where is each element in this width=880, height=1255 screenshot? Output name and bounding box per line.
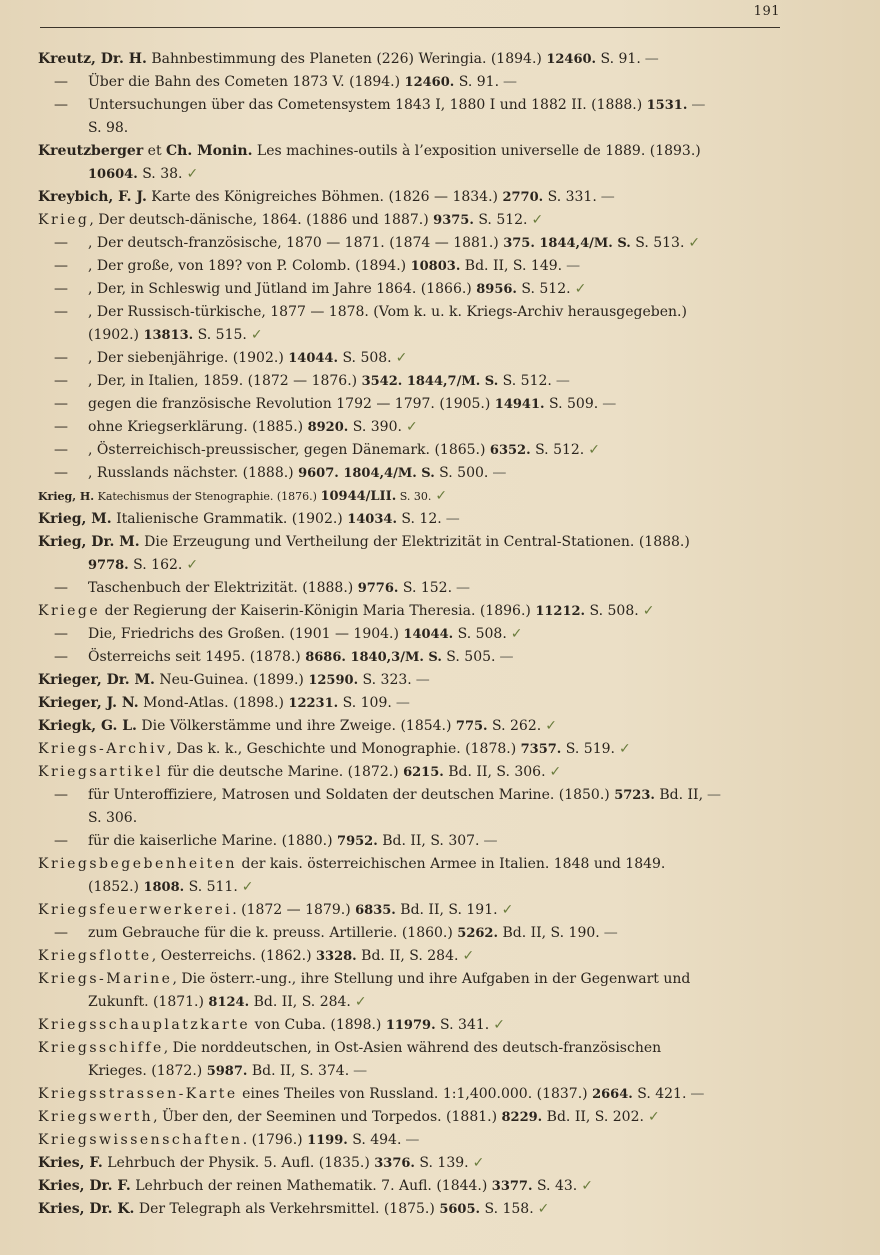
entry-text: Der Telegraph als Verkehrsmittel. (1875.) (134, 1201, 440, 1217)
entry-page-ref: S. 494. (347, 1132, 402, 1148)
dash-mark: — (503, 74, 518, 90)
entry-heading: Krieger, J. N. (38, 695, 139, 711)
dash-mark: — (566, 258, 581, 274)
catalog-subentry (38, 71, 788, 94)
entry-heading: Kreutzberger (38, 143, 144, 159)
entry-text: . (1796.) (242, 1132, 308, 1148)
entry-text: Lehrbuch der reinen Mathematik. 7. Aufl. (1844.) (130, 1178, 492, 1194)
entry-text: , Der große, von 189? von P. Colomb. (1894.) (88, 258, 411, 274)
entry-page-ref: S. 43. (532, 1178, 578, 1194)
entry-text: für die deutsche Marine. (1872.) (162, 764, 404, 780)
entry-heading: Kreutz, Dr. H. (38, 51, 147, 67)
entry-heading: Kries, Dr. K. (38, 1201, 135, 1217)
entry-page-ref: S. 512. (498, 373, 552, 389)
dash-mark: — (483, 833, 498, 849)
catalog-subentry (38, 94, 788, 140)
check-mark-icon: ✓ (618, 741, 631, 757)
catalog-entry (38, 669, 788, 692)
entry-shelfmark: 14044. (288, 351, 339, 366)
entry-text: Les machines-outils à l’exposition universelle de 1889. (1893.) (252, 143, 701, 159)
entry-heading: Kriegswerth (38, 1109, 154, 1125)
check-mark-icon: ✓ (531, 212, 544, 228)
entry-text: für die kaiserliche Marine. (1880.) (88, 833, 338, 849)
check-mark-icon: ✓ (549, 764, 562, 780)
entry-text: , Russlands nächster. (1888.) (88, 465, 299, 481)
catalog-subentry (38, 370, 788, 393)
entry-heading: Kriegswissenschaften (38, 1132, 243, 1148)
entry-text: , Der, in Schleswig und Jütland im Jahre 1864. (1866.) (88, 281, 477, 297)
entry-text: ohne Kriegserklärung. (1885.) (88, 419, 308, 435)
dash-mark: — (395, 695, 410, 711)
catalog-entry (38, 485, 788, 508)
entry-continuation (38, 1060, 788, 1083)
entry-page-ref: S. 331. (543, 189, 597, 205)
entry-shelfmark: 7952. (337, 834, 378, 849)
catalog-entry (38, 209, 788, 232)
entry-text: Karte des Königreiches Böhmen. (1826 — 1834.) (146, 189, 503, 205)
entry-heading: Kriegs-Marine (38, 971, 173, 987)
entry-heading: Kriegk, G. L. (38, 718, 137, 734)
entry-text: Die, Friedrichs des Großen. (1901 — 1904.) (88, 626, 404, 642)
catalog-entry (38, 140, 788, 186)
entry-page-ref: Bd. II, S. 284. (356, 948, 459, 964)
entry-page-ref: Bd. II, S. 307. (377, 833, 480, 849)
check-mark-icon: ✓ (250, 327, 263, 343)
entry-heading: Kreybich, F. J. (38, 189, 147, 205)
entry-shelfmark: 9607. 1804,4/M. S. (298, 466, 435, 481)
catalog-entry (38, 1152, 788, 1175)
entry-text: gegen die französische Revolution 1792 — 1797. (1905.) (88, 396, 495, 412)
entry-page-ref: S. 390. (348, 419, 402, 435)
entry-text: Über die Bahn des Cometen 1873 V. (1894.) (88, 74, 405, 90)
entry-text: , Das k. k., Geschichte und Monographie. (1878.) (167, 741, 521, 757)
entry-text: , Der deutsch-dänische, 1864. (1886 und 1887.) (89, 212, 434, 228)
check-mark-icon: ✓ (462, 948, 475, 964)
entry-heading: Kriegs-Archiv (38, 741, 168, 757)
entry-text: der kais. österreichischen Armee in Italien. 1848 und 1849. (237, 856, 666, 872)
entry-page-ref: S. 341. (435, 1017, 490, 1033)
check-mark-icon: ✓ (395, 350, 408, 366)
entry-shelfmark: 1531. (646, 98, 688, 113)
entry-page-ref: S. 512. (473, 212, 528, 228)
entry-heading: Krieg, H. (38, 490, 95, 503)
entry-shelfmark: 5723. (614, 788, 655, 803)
check-mark-icon: ✓ (642, 603, 655, 619)
entry-shelfmark: 1199. (307, 1133, 348, 1148)
catalog-entry (38, 692, 788, 715)
dash-mark: — (691, 97, 706, 113)
entry-page-ref: S. 158. (480, 1201, 534, 1217)
catalog-entry (38, 1083, 788, 1106)
entry-page-ref: S. 513. (630, 235, 685, 251)
entry-heading: Kriegsstrassen-Karte (38, 1086, 238, 1102)
entry-page-ref: Bd. II, S. 202. (542, 1109, 644, 1125)
catalog-entries (38, 48, 788, 1221)
entry-shelfmark: 14034. (347, 512, 397, 527)
check-mark-icon: ✓ (354, 994, 367, 1010)
catalog-entry (38, 186, 788, 209)
dash-mark: — (445, 511, 460, 527)
catalog-subentry (38, 922, 788, 945)
entry-page-ref: S. 421. (632, 1086, 687, 1102)
catalog-entry (38, 508, 788, 531)
entry-shelfmark: 8686. 1840,3/M. S. (305, 650, 442, 665)
entry-text: Taschenbuch der Elektrizität. (1888.) (88, 580, 358, 596)
entry-text: Neu-Guinea. (1899.) (154, 672, 309, 688)
dash-mark: — (555, 373, 570, 389)
entry-page-ref: S. 508. (338, 350, 392, 366)
entry-shelfmark: 6352. (489, 443, 531, 458)
entry-page-ref: S. 512. (516, 281, 571, 297)
entry-heading: Ch. Monin. (166, 143, 253, 159)
entry-shelfmark: 11212. (535, 604, 586, 619)
entry-page-ref: Bd. II, S. 190. (498, 925, 600, 941)
entry-text: für Unteroffiziere, Matrosen und Soldaten der deutschen Marine. (1850.) (88, 787, 615, 803)
entry-text: (1852.) (88, 879, 144, 895)
catalog-subentry (38, 462, 788, 485)
catalog-subentry (38, 830, 788, 853)
catalog-subentry (38, 646, 788, 669)
entry-heading: Krieger, Dr. M. (38, 672, 155, 688)
catalog-subentry (38, 577, 788, 600)
entry-page-ref: S. 30. (396, 490, 432, 503)
entry-text: , Oesterreichs. (1862.) (151, 948, 316, 964)
check-mark-icon: ✓ (545, 718, 557, 734)
entry-shelfmark: 775. (455, 719, 488, 734)
entry-shelfmark: 375. 1844,4/M. S. (503, 236, 631, 251)
entry-heading: Krieg, Dr. M. (38, 534, 140, 550)
entry-text: Die Völkerstämme und ihre Zweige. (1854.) (136, 718, 456, 734)
dash-mark: — (499, 649, 514, 665)
dash-mark: — (353, 1063, 368, 1079)
catalog-entry (38, 853, 788, 899)
entry-page-ref: S. 515. (193, 327, 247, 343)
entry-shelfmark: 10803. (410, 259, 461, 274)
entry-shelfmark: 12460. (404, 75, 455, 90)
check-mark-icon: ✓ (588, 442, 600, 458)
entry-page-ref: Bd. II, (654, 787, 704, 803)
entry-heading: Kriegsbegebenheiten (38, 856, 238, 872)
entry-shelfmark: 9778. (88, 558, 129, 573)
entry-page-ref: S. 12. (396, 511, 442, 527)
entry-shelfmark: 8124. (208, 995, 250, 1010)
entry-shelfmark: 8229. (501, 1110, 543, 1125)
check-mark-icon: ✓ (405, 419, 418, 435)
entry-shelfmark: 3377. (491, 1179, 533, 1194)
entry-text: Untersuchungen über das Cometensystem 1843 I, 1880 I und 1882 II. (1888.) (88, 97, 647, 113)
entry-page-ref: S. 152. (398, 580, 453, 596)
entry-text: et (143, 143, 167, 159)
check-mark-icon: ✓ (688, 235, 701, 251)
catalog-entry (38, 531, 788, 577)
entry-shelfmark: 5262. (457, 926, 498, 941)
dash-mark: — (707, 787, 722, 803)
entry-shelfmark: 6835. (355, 903, 396, 918)
catalog-subentry (38, 784, 788, 830)
catalog-subentry (38, 278, 788, 301)
catalog-subentry (38, 347, 788, 370)
catalog-entry (38, 1129, 788, 1152)
entry-shelfmark: 14941. (494, 397, 545, 412)
entry-shelfmark: 8956. (476, 282, 517, 297)
header-rule (40, 27, 780, 28)
entry-shelfmark: 3328. (316, 949, 357, 964)
entry-page-ref: S. 508. (453, 626, 507, 642)
entry-page-ref: S. 109. (338, 695, 392, 711)
entry-page-ref: Bd. II, S. 149. (460, 258, 563, 274)
catalog-entry (38, 1037, 788, 1083)
entry-text: , Die österr.-ung., ihre Stellung und ihre Aufgaben in der Gegenwart und (172, 971, 691, 987)
catalog-subentry (38, 623, 788, 646)
entry-shelfmark: 2770. (502, 190, 544, 205)
entry-page-ref: S. 91. (596, 51, 641, 67)
entry-text: Bahnbestimmung des Planeten (226) Weringia. (1894.) (146, 51, 547, 67)
catalog-entry (38, 761, 788, 784)
catalog-subentry (38, 301, 788, 347)
entry-page-ref: S. 509. (544, 396, 599, 412)
entry-heading: Kriegsschiffe (38, 1040, 164, 1056)
entry-shelfmark: 3542. 1844,7/M. S. (361, 374, 499, 389)
entry-text: Österreichs seit 1495. (1878.) (88, 649, 306, 665)
entry-page-ref: S. 500. (434, 465, 489, 481)
entry-text: , Über den, der Seeminen und Torpedos. (1881.) (153, 1109, 502, 1125)
entry-shelfmark: 5987. (206, 1064, 248, 1079)
entry-shelfmark: 3376. (374, 1156, 415, 1171)
entry-continuation (38, 876, 788, 899)
entry-continuation (38, 163, 788, 186)
dash-mark: — (600, 189, 615, 205)
entry-text: Italienische Grammatik. (1902.) (111, 511, 348, 527)
entry-page-ref: S. 91. (454, 74, 500, 90)
entry-shelfmark: 11979. (385, 1018, 436, 1033)
catalog-entry (38, 1106, 788, 1129)
check-mark-icon: ✓ (581, 1178, 593, 1194)
entry-shelfmark: 12460. (546, 52, 597, 67)
entry-page-ref: Bd. II, S. 284. (249, 994, 351, 1010)
catalog-entry (38, 899, 788, 922)
catalog-subentry (38, 255, 788, 278)
entry-page-ref: Bd. II, S. 374. (247, 1063, 350, 1079)
check-mark-icon: ✓ (574, 281, 587, 297)
entry-page-ref: S. 511. (184, 879, 238, 895)
entry-page-ref: S. 519. (561, 741, 615, 757)
entry-shelfmark: 1808. (143, 880, 185, 895)
entry-heading: Krieg, M. (38, 511, 112, 527)
entry-page-ref: S. 262. (487, 718, 542, 734)
catalog-entry (38, 738, 788, 761)
dash-mark: — (644, 51, 659, 67)
entry-text: eines Theiles von Russland. 1:1,400.000. (1837.) (237, 1086, 593, 1102)
dash-mark: — (415, 672, 430, 688)
entry-heading: Kriege (38, 603, 101, 619)
entry-heading: Kriegsflotte (38, 948, 152, 964)
entry-text: , Der deutsch-französische, 1870 — 1871. (1874 — 1881.) (88, 235, 504, 251)
entry-page-ref: S. 323. (358, 672, 412, 688)
entry-text: zum Gebrauche für die k. preuss. Artillerie. (1860.) (88, 925, 458, 941)
check-mark-icon: ✓ (186, 557, 199, 573)
entry-page-ref: S. 512. (530, 442, 585, 458)
catalog-entry (38, 1175, 788, 1198)
entry-page-ref: Bd. II, S. 191. (395, 902, 498, 918)
entry-text: , Österreichisch-preussischer, gegen Dänemark. (1865.) (88, 442, 490, 458)
entry-shelfmark: 9375. (433, 213, 474, 228)
entry-page-ref: S. 38. (137, 166, 183, 182)
entry-text: Zukunft. (1871.) (88, 994, 209, 1010)
catalog-subentry (38, 416, 788, 439)
entry-heading: Kriegsartikel (38, 764, 163, 780)
entry-page-ref: S. 139. (414, 1155, 469, 1171)
check-mark-icon: ✓ (647, 1109, 660, 1125)
check-mark-icon: ✓ (472, 1155, 485, 1171)
catalog-entry (38, 968, 788, 1014)
entry-shelfmark: 2664. (592, 1087, 633, 1102)
entry-page-ref: S. 508. (585, 603, 639, 619)
entry-heading: Krieg (38, 212, 90, 228)
catalog-subentry (38, 393, 788, 416)
entry-heading: Kries, F. (38, 1155, 103, 1171)
entry-shelfmark: 9776. (357, 581, 399, 596)
entry-shelfmark: 10944/LII. (320, 489, 397, 504)
entry-shelfmark: 13813. (143, 328, 194, 343)
check-mark-icon: ✓ (186, 166, 199, 182)
catalog-subentry (38, 232, 788, 255)
entry-text: der Regierung der Kaiserin-Königin Maria Theresia. (1896.) (100, 603, 536, 619)
dash-mark: — (405, 1132, 420, 1148)
entry-shelfmark: 12590. (308, 673, 359, 688)
check-mark-icon: ✓ (501, 902, 514, 918)
entry-text: (1902.) (88, 327, 144, 343)
entry-shelfmark: 8920. (307, 420, 349, 435)
entry-heading: Kries, Dr. F. (38, 1178, 131, 1194)
dash-mark: — (603, 925, 618, 941)
catalog-subentry (38, 439, 788, 462)
entry-page-ref: S. 306. (88, 810, 138, 826)
entry-text: . (1872 — 1879.) (232, 902, 356, 918)
entry-text: , Der Russisch-türkische, 1877 — 1878. (Vom k. u. k. Kriegs-Archiv herausgegeben.) (88, 304, 687, 320)
entry-continuation (88, 324, 788, 347)
entry-shelfmark: 10604. (88, 167, 138, 182)
entry-text: , Der siebenjährige. (1902.) (88, 350, 289, 366)
entry-text: , Die norddeutschen, in Ost-Asien während des deutsch-französischen (163, 1040, 662, 1056)
entry-shelfmark: 5605. (439, 1202, 481, 1217)
entry-shelfmark: 7357. (520, 742, 562, 757)
entry-text: von Cuba. (1898.) (250, 1017, 386, 1033)
entry-page-ref: S. 162. (128, 557, 183, 573)
catalog-entry (38, 1014, 788, 1037)
entry-page-ref: S. 505. (441, 649, 496, 665)
catalog-entry (38, 1198, 788, 1221)
entry-shelfmark: 12231. (288, 696, 339, 711)
check-mark-icon: ✓ (493, 1017, 505, 1033)
check-mark-icon: ✓ (435, 488, 448, 504)
catalog-entry (38, 715, 788, 738)
entry-shelfmark: 14044. (403, 627, 454, 642)
dash-mark: — (690, 1086, 705, 1102)
page-number: 191 (753, 4, 780, 19)
dash-mark: — (456, 580, 471, 596)
entry-text: Katechismus der Stenographie. (1876.) (94, 490, 321, 503)
check-mark-icon: ✓ (510, 626, 523, 642)
entry-shelfmark: 6215. (403, 765, 444, 780)
entry-text: Lehrbuch der Physik. 5. Aufl. (1835.) (102, 1155, 375, 1171)
check-mark-icon: ✓ (241, 879, 254, 895)
entry-page-ref: Bd. II, S. 306. (443, 764, 546, 780)
entry-text: Krieges. (1872.) (88, 1063, 207, 1079)
entry-continuation (38, 991, 788, 1014)
check-mark-icon: ✓ (537, 1201, 550, 1217)
entry-text: Die Erzeugung und Vertheilung der Elektrizität in Central-Stationen. (1888.) (139, 534, 690, 550)
entry-continuation (38, 554, 788, 577)
catalog-entry (38, 945, 788, 968)
entry-continuation (88, 117, 788, 140)
entry-text: Mond-Atlas. (1898.) (138, 695, 289, 711)
entry-heading: Kriegsschauplatzkarte (38, 1017, 251, 1033)
dash-mark: — (492, 465, 507, 481)
entry-text: , Der, in Italien, 1859. (1872 — 1876.) (88, 373, 362, 389)
catalog-entry (38, 48, 788, 71)
entry-page-ref: S. 98. (88, 120, 129, 136)
entry-continuation (88, 807, 788, 830)
dash-mark: — (602, 396, 617, 412)
entry-heading: Kriegsfeuerwerkerei (38, 902, 233, 918)
catalog-entry (38, 600, 788, 623)
